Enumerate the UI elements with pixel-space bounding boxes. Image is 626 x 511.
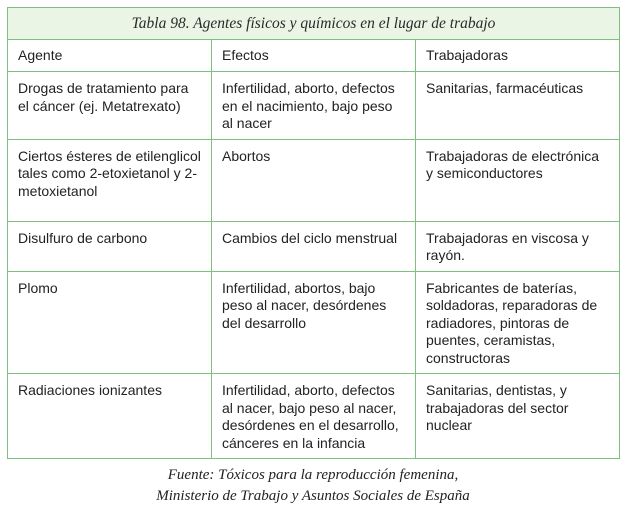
source-line-2: Ministerio de Trabajo y Asuntos Sociales de España bbox=[156, 488, 470, 504]
cell-agente: Plomo bbox=[8, 271, 212, 374]
cell-trabajadoras: Sanitarias, farmacéuticas bbox=[416, 72, 620, 140]
table-row bbox=[8, 72, 620, 140]
cell-efectos: Abortos bbox=[212, 139, 416, 221]
cell-efectos: Cambios del ciclo menstrual bbox=[212, 221, 416, 271]
source-note bbox=[0, 465, 626, 507]
cell-efectos: Infertilidad, aborto, defectos al nacer, bajo peso al nacer, desórdenes en el desarrollo, cánceres en la infancia bbox=[212, 374, 416, 459]
cell-efectos: Infertilidad, aborto, defectos en el nacimiento, bajo peso al nacer bbox=[212, 72, 416, 140]
table-row bbox=[8, 221, 620, 271]
cell-trabajadoras: Trabajadoras de electrónica y semiconductores bbox=[416, 139, 620, 221]
table-header-row bbox=[8, 40, 620, 72]
header-trabajadoras: Trabajadoras bbox=[416, 40, 620, 72]
header-efectos: Efectos bbox=[212, 40, 416, 72]
agents-table bbox=[7, 7, 620, 459]
cell-trabajadoras: Sanitarias, dentistas, y trabajadoras del sector nuclear bbox=[416, 374, 620, 459]
table-row bbox=[8, 139, 620, 221]
table-container bbox=[7, 7, 619, 459]
source-line-1: Fuente: Tóxicos para la reproducción femenina, bbox=[167, 467, 459, 483]
cell-trabajadoras: Trabajadoras en viscosa y rayón. bbox=[416, 221, 620, 271]
cell-agente: Radiaciones ionizantes bbox=[8, 374, 212, 459]
cell-trabajadoras: Fabricantes de baterías, soldadoras, reparadoras de radiadores, pintoras de puentes, ceramistas, constructoras bbox=[416, 271, 620, 374]
cell-agente: Ciertos ésteres de etilenglicol tales como 2-etoxietanol y 2-metoxietanol bbox=[8, 139, 212, 221]
cell-agente: Drogas de tratamiento para el cáncer (ej. Metatrexato) bbox=[8, 72, 212, 140]
table-row bbox=[8, 374, 620, 459]
cell-efectos: Infertilidad, abortos, bajo peso al nacer, desórdenes del desarrollo bbox=[212, 271, 416, 374]
header-agente: Agente bbox=[8, 40, 212, 72]
table-caption: Tabla 98. Agentes físicos y químicos en el lugar de trabajo bbox=[8, 8, 620, 40]
cell-agente: Disulfuro de carbono bbox=[8, 221, 212, 271]
table-row bbox=[8, 271, 620, 374]
